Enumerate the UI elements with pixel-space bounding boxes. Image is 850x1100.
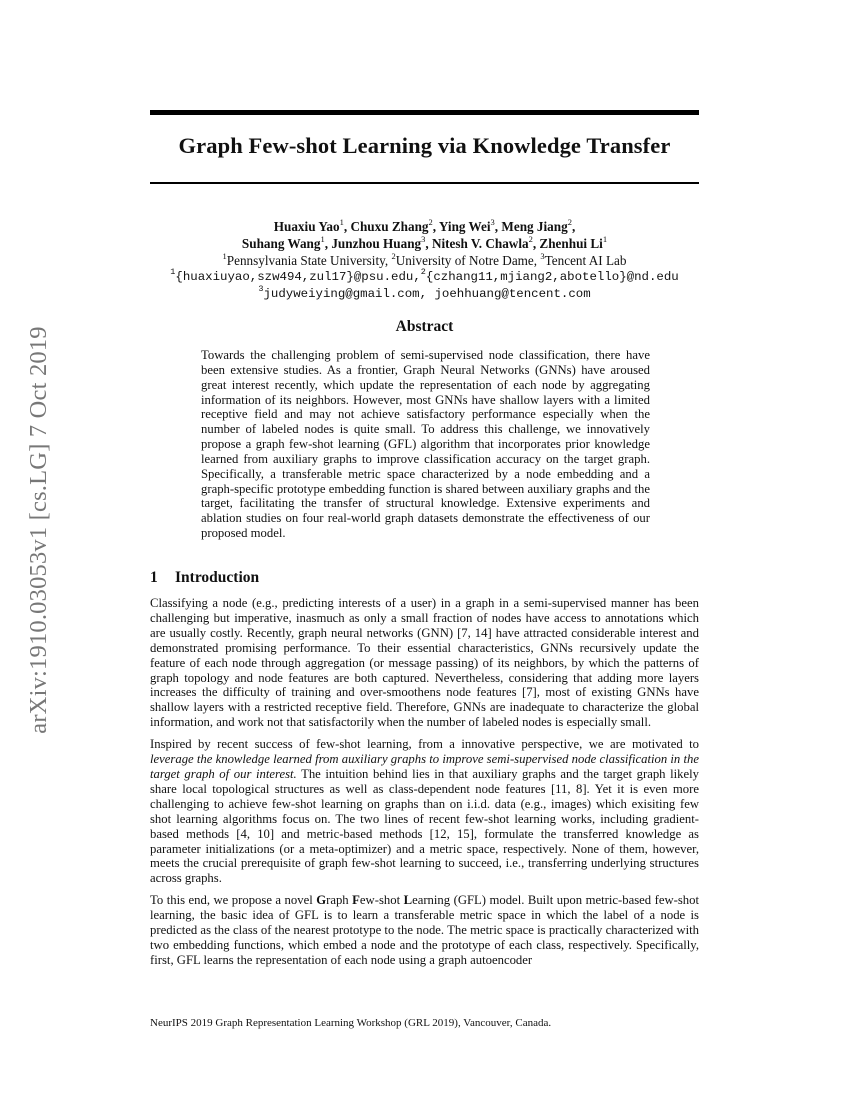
paragraph-text: earning (GFL) model. Built upon metric-based few-shot learning, the basic idea of GFL is to learn a transferable metric space in which the label of a node is predicted as the class of the nearest prototype to the node. The metric space is practically characterized with two embedding functions, which embed a node and the prototype of each class, respectively. Specifically, first, GFL learns the representation of each node using a graph autoencoder — [150, 893, 700, 967]
author-line-2 — [120, 235, 729, 252]
email-line-2 — [120, 283, 729, 303]
arxiv-identifier-text: arXiv:1910.03053v1 [cs.LG] 7 Oct 2019 — [25, 326, 52, 734]
title-top-rule — [150, 110, 699, 115]
paper-title: Graph Few-shot Learning via Knowledge Transfer — [178, 133, 671, 158]
paragraph-text: raph — [326, 893, 353, 908]
author-name: Suhang Wang — [241, 236, 321, 251]
affiliation-mark: 3 — [258, 283, 264, 294]
affiliation-mark: 1 — [222, 250, 227, 261]
author-affiliation-mark: 3 — [421, 233, 426, 244]
author-affiliation-mark: 2 — [428, 216, 433, 227]
acronym-letter: L — [403, 893, 413, 908]
author-separator: , — [494, 219, 502, 234]
affiliation-mark: 2 — [420, 266, 426, 277]
author-affiliation-mark: 3 — [490, 216, 495, 227]
author-separator: , — [532, 236, 540, 251]
email-addresses: judyweiying@gmail.com, joehhuang@tencent.com — [263, 287, 591, 301]
affiliation-mark: 3 — [540, 250, 545, 261]
author-name: Junzhou Huang — [331, 236, 422, 251]
paragraph — [150, 893, 699, 968]
abstract-text: Towards the challenging problem of semi-supervised node classification, there have been extensive studies. As a frontier, Graph Neural Networks (GNNs) have aroused great interest recently, which update the representation of each node by aggregating information of its neighbors. However, most GNNs have shallow layers with a limited receptive field and may not achieve satisfactory performance especially when the number of labeled nodes is quite small. To address this challenge, we innovatively propose a graph few-shot learning (GFL) algorithm that incorporates prior knowledge learned from auxiliary graphs to improve classification accuracy on the target graph. Specifically, a transferable metric space characterized by a node embedding and a graph-specific prototype embedding function is shared between auxiliary graphs and the target, facilitating the transfer of structural knowledge. Extensive experiments and ablation studies on four real-world graph datasets demonstrate the effectiveness of our proposed model. — [201, 348, 650, 541]
abstract-heading: Abstract — [395, 318, 454, 335]
acronym-letter: F — [352, 893, 360, 908]
affiliation-mark: 1 — [170, 266, 176, 277]
author-name: Zhenhui Li — [539, 236, 603, 251]
section-number: 1 — [150, 569, 158, 586]
affiliation-name: University of Notre Dame, — [395, 253, 541, 268]
section-body — [150, 596, 699, 975]
author-name: Meng Jiang — [501, 219, 568, 234]
venue-footnote: NeurIPS 2019 Graph Representation Learning Workshop (GRL 2019), Vancouver, Canada. — [150, 1017, 552, 1029]
affiliation-name: Pennsylvania State University, — [226, 253, 392, 268]
author-name: Chuxu Zhang — [350, 219, 429, 234]
email-addresses: {czhang11,mjiang2,abotello}@nd.edu — [425, 270, 679, 284]
paragraph-text: To this end, we propose a novel — [150, 893, 317, 908]
paragraph-text: Inspired by recent success of few-shot learning, from a innovative perspective, we are motivated to — [150, 737, 699, 752]
author-name: Nitesh V. Chawla — [431, 236, 529, 251]
author-line-1 — [120, 218, 729, 235]
author-separator: , — [324, 236, 332, 251]
section-title: Introduction — [175, 569, 260, 586]
author-separator: , — [343, 219, 351, 234]
paragraph-text: The intuition behind lies in that auxiliary graphs and the target graph likely share local topological structures as well as class-dependent node features [11, 8]. Yet it is even more challenging to achieve few-shot learning on graphs than on i.i.d. data (e.g., images) which exisiting few shot learning algorithms focus on. The two lines of recent few-shot learning works, including gradient-based methods [4, 10] and metric-based methods [12, 15], formulate the transferred knowledge as parameter initializations (or a meta-optimizer) and a metric space, respectively. None of them, however, meets the crucial prerequisite of graph few-shot learning to succeed, i.e., transferring underlying structures across graphs. — [150, 766, 699, 886]
paragraph — [150, 737, 699, 886]
affiliation-mark: 2 — [391, 250, 396, 261]
author-affiliation-mark: 2 — [567, 216, 572, 227]
author-name: Ying Wei — [438, 219, 491, 234]
acronym-letter: G — [316, 893, 327, 908]
author-separator: , — [425, 236, 432, 251]
author-separator: , — [432, 219, 439, 234]
author-separator: , — [571, 219, 576, 234]
author-affiliation-mark: 1 — [320, 233, 325, 244]
author-name: Huaxiu Yao — [273, 219, 340, 234]
author-block — [120, 218, 729, 303]
author-affiliation-mark: 2 — [528, 233, 533, 244]
email-addresses: {huaxiuyao,szw494,zul17}@psu.edu, — [175, 270, 421, 284]
paragraph: Classifying a node (e.g., predicting interests of a user) in a graph in a semi-supervised manner has been challenging but imperative, inasmuch as only a small fraction of nodes have access to annotations which are usually costly. Recently, graph neural networks (GNN) [7, 14] have attracted considerable interest and demonstrated promising performance. To their essential characteristics, GNNs recursively update the feature of each node through aggregation (or message passing) of its neighbors, by which the patterns of graph topology and node features are both captured. Nevertheless, considering that adding more layers increases the difficulty of training and over-smoothens node features [7], most of existing GNNs have shallow layers with a restricted receptive field. Therefore, GNNs are inadequate to characterize the global information, and work not that satisfactorily when the number of labeled nodes is especially small. — [150, 596, 699, 730]
affiliation-name: Tencent AI Lab — [544, 253, 627, 268]
paragraph-text: ew-shot — [359, 893, 404, 908]
emphasized-text: leverage the knowledge learned from auxiliary graphs to improve semi-supervised node classification in the target graph of our interest. — [150, 752, 699, 781]
arxiv-identifier-stamp — [24, 290, 54, 770]
title-bottom-rule — [150, 182, 699, 184]
author-affiliation-mark: 1 — [602, 233, 608, 244]
author-affiliation-mark: 1 — [339, 216, 344, 227]
section-heading — [150, 569, 259, 587]
email-line-1 — [120, 266, 729, 286]
